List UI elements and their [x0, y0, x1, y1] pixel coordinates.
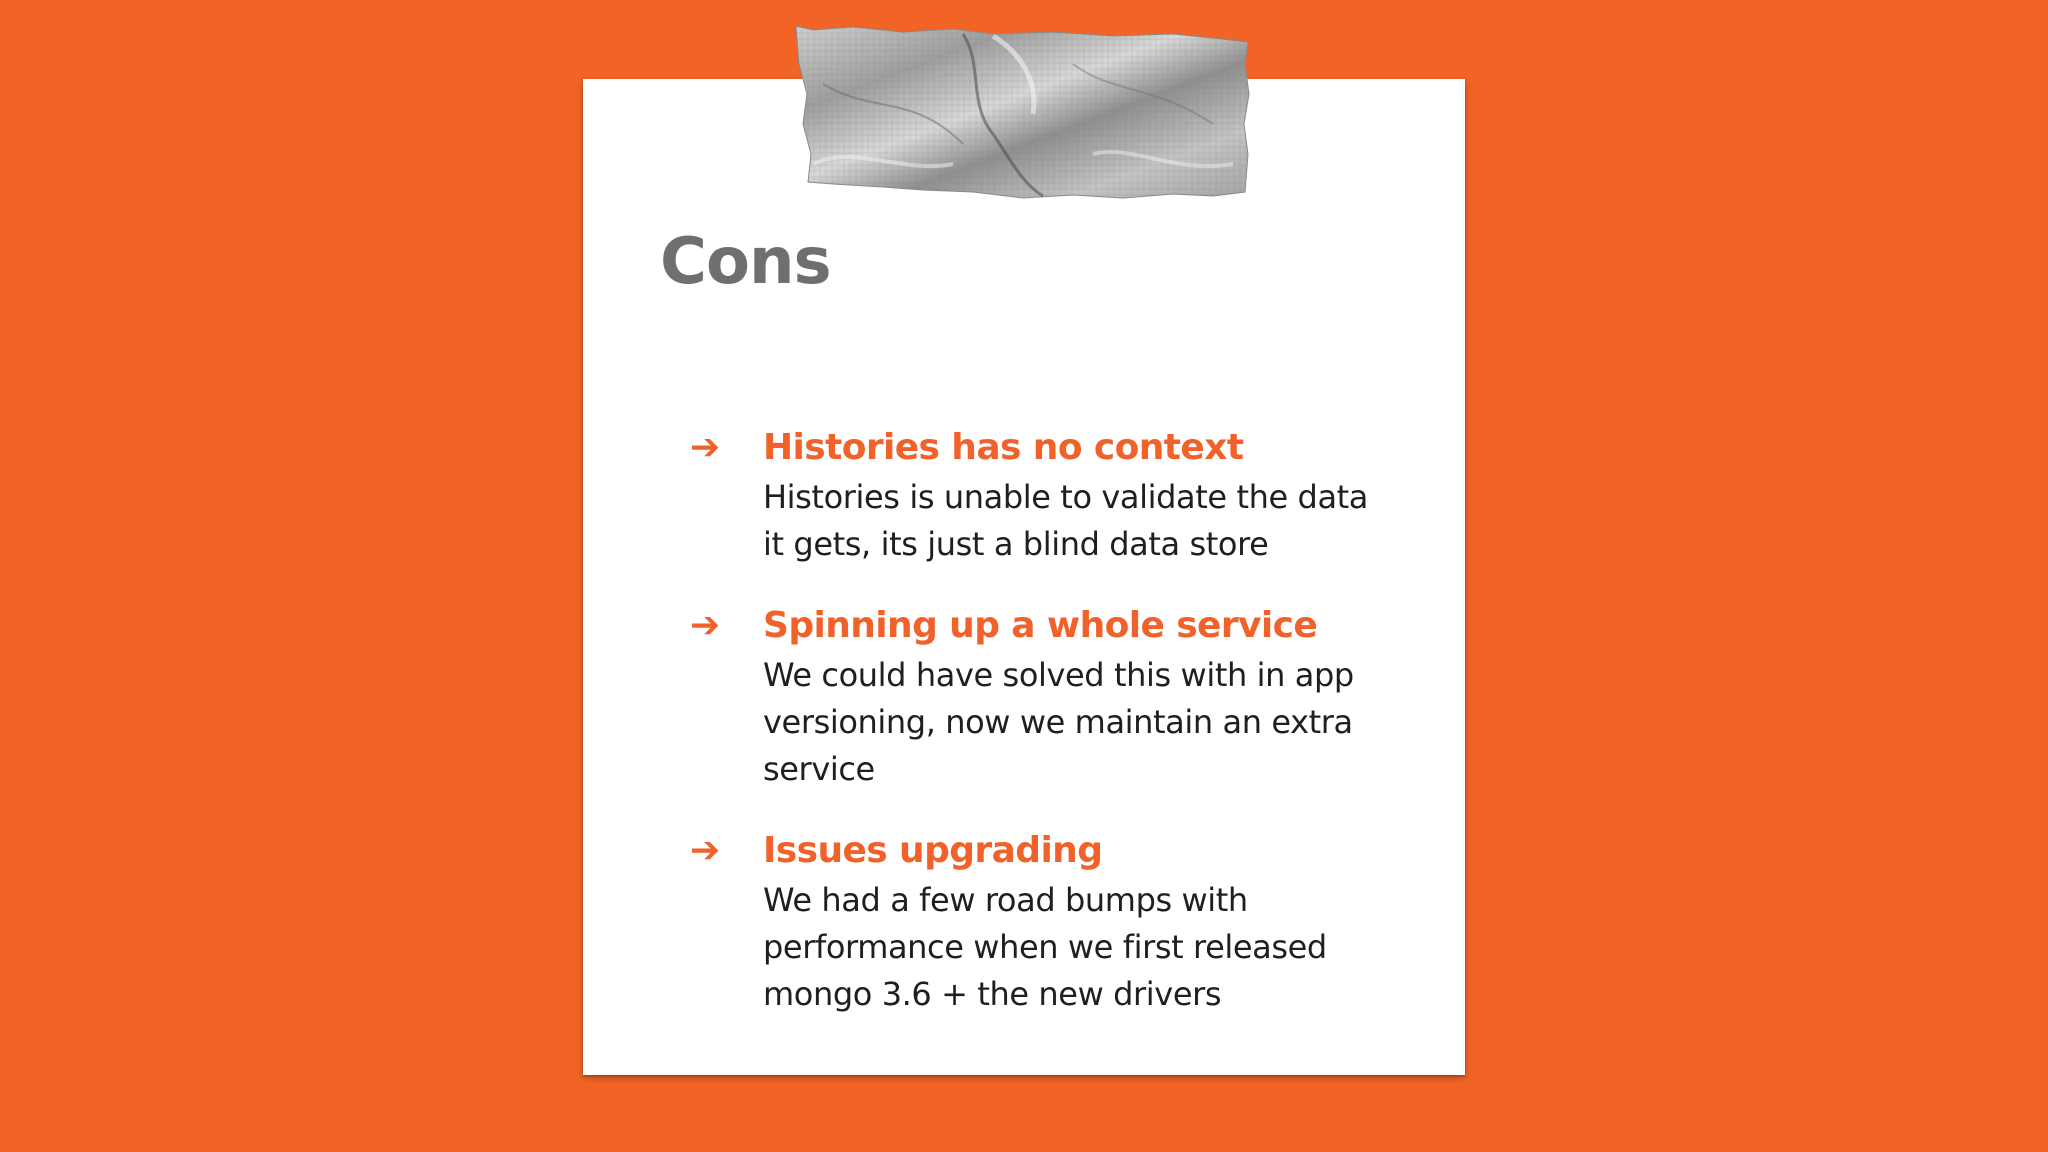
- item-description: [763, 652, 1403, 793]
- item-description-line: Histories is unable to validate the data: [763, 478, 1369, 516]
- item-description-line: performance when we first released: [763, 928, 1327, 966]
- duct-tape-image: [793, 24, 1252, 200]
- arrow-right-icon: ➔: [690, 427, 721, 468]
- item-description: [763, 877, 1403, 1018]
- item-heading: Spinning up a whole service: [763, 605, 1318, 646]
- item-heading: Issues upgrading: [763, 830, 1103, 871]
- slide-title: Cons: [660, 225, 831, 299]
- item-heading: Histories has no context: [763, 427, 1244, 468]
- arrow-right-icon: ➔: [690, 605, 721, 646]
- item-description-line: We had a few road bumps with: [763, 881, 1248, 919]
- arrow-right-icon: ➔: [690, 830, 721, 871]
- item-description-line: versioning, now we maintain an extra: [763, 703, 1353, 741]
- item-description-line: service: [763, 750, 875, 788]
- item-description-line: it gets, its just a blind data store: [763, 525, 1269, 563]
- item-description: [763, 474, 1403, 568]
- item-description-line: mongo 3.6 + the new drivers: [763, 975, 1222, 1013]
- item-description-line: We could have solved this with in app: [763, 656, 1354, 694]
